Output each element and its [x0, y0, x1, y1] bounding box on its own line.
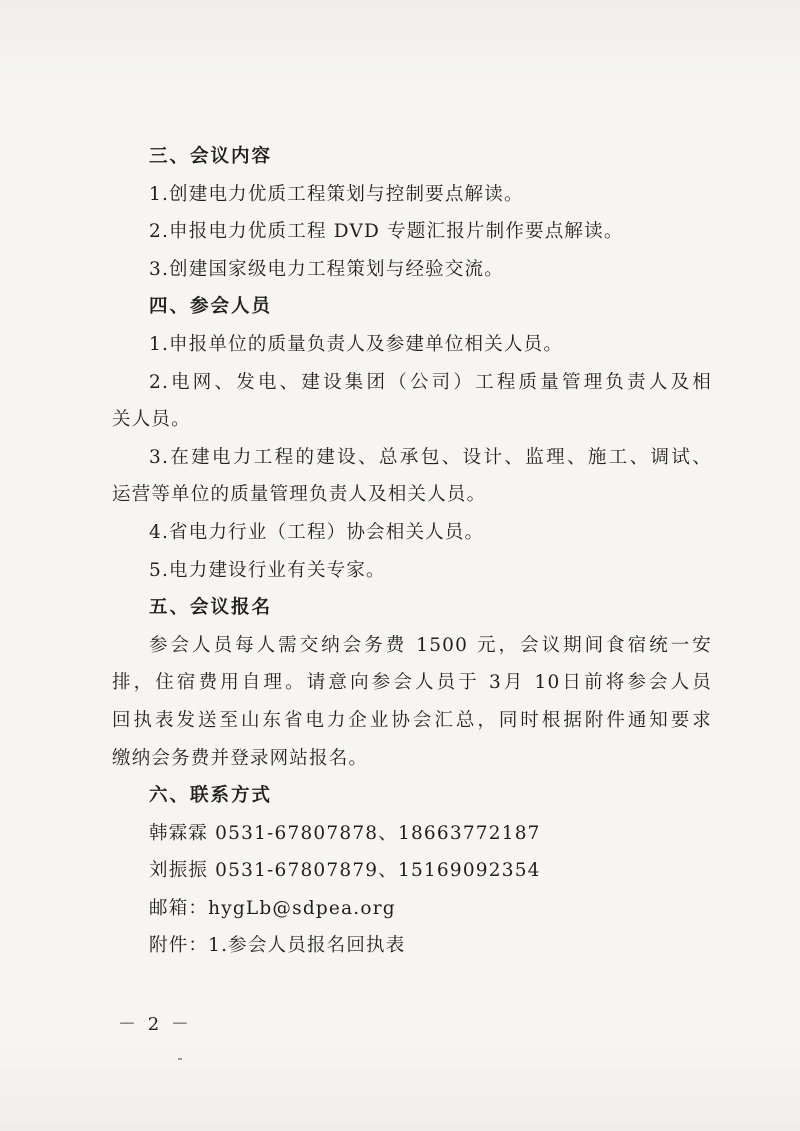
registration-line-1: 参会人员每人需交纳会务费 1500 元，会议期间食宿统一安 [149, 634, 712, 656]
section-heading-attendees: 四、参会人员 [149, 296, 273, 318]
attachment-line: 附件：1.参会人员报名回执表 [149, 935, 406, 957]
attendee-item-2-line-2: 关人员。 [112, 409, 191, 431]
contact-person-1: 韩霖霖 0531-67807878、18663772187 [149, 822, 541, 844]
content-item-2: 2.申报电力优质工程 DVD 专题汇报片制作要点解读。 [149, 221, 624, 243]
attendee-item-3-line-1: 3.在建电力工程的建设、总承包、设计、监理、施工、调试、 [149, 446, 712, 468]
contact-person-2: 刘振振 0531-67807879、15169092354 [149, 860, 541, 882]
page-number: － 2 － [118, 1014, 192, 1035]
attendee-item-4: 4.省电力行业（工程）协会相关人员。 [149, 521, 485, 543]
attendee-item-5: 5.电力建设行业有关专家。 [149, 559, 386, 581]
registration-line-2: 排，住宿费用自理。请意向参会人员于 3月 10日前将参会人员 [112, 672, 712, 694]
content-item-1: 1.创建电力优质工程策划与控制要点解读。 [149, 183, 524, 205]
scan-speck [178, 1058, 182, 1060]
attendee-item-2-line-1: 2.电网、发电、建设集团（公司）工程质量管理负责人及相 [149, 371, 712, 393]
section-heading-contact: 六、联系方式 [149, 785, 273, 807]
section-heading-registration: 五、会议报名 [149, 597, 273, 619]
contact-email: 邮箱：hygLb@sdpea.org [149, 897, 396, 919]
attendee-item-1: 1.申报单位的质量负责人及参建单位相关人员。 [149, 333, 564, 355]
registration-line-3: 回执表发送至山东省电力企业协会汇总，同时根据附件通知要求 [112, 709, 712, 731]
section-heading-content: 三、会议内容 [149, 146, 273, 167]
content-item-3: 3.创建国家级电力工程策划与经验交流。 [149, 258, 504, 280]
registration-line-4: 缴纳会务费并登录网站报名。 [112, 747, 369, 769]
document-body [112, 138, 712, 965]
attendee-item-3-line-2: 运营等单位的质量管理负责人及相关人员。 [112, 484, 487, 506]
